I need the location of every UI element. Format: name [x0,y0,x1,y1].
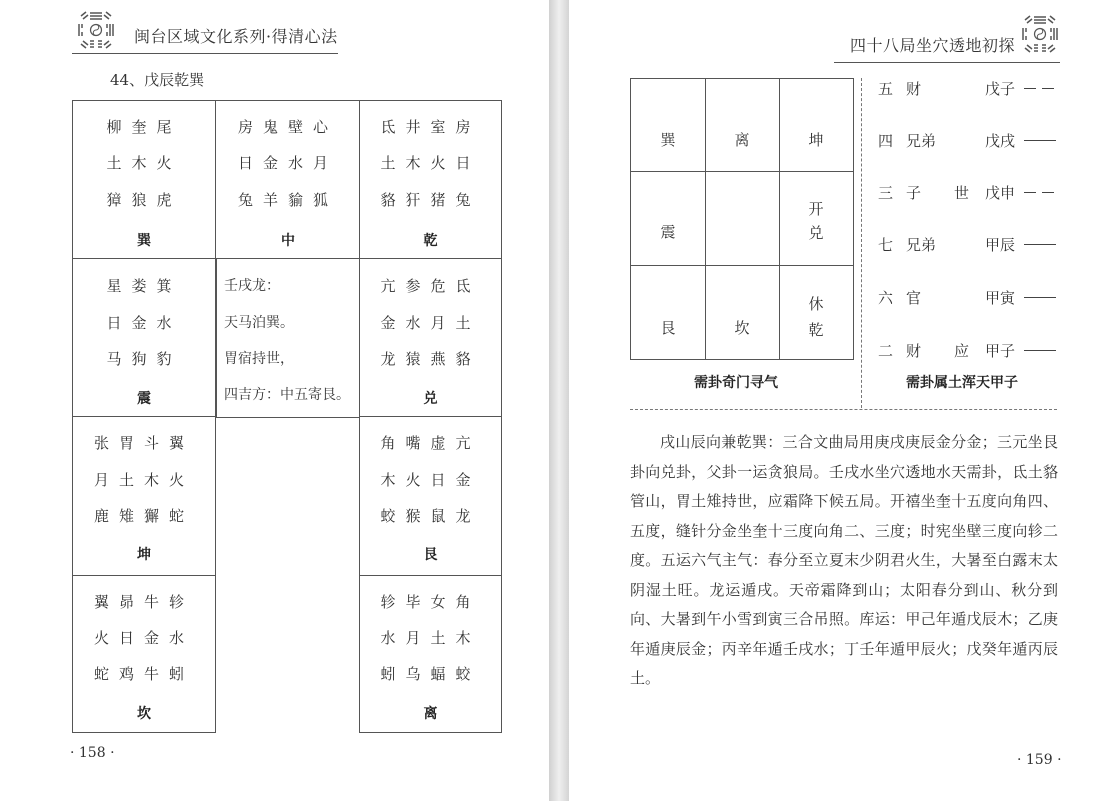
line-relation: 子 [906,184,922,202]
yang-line-icon [1024,297,1056,298]
qimen-cell: 巽 [660,131,676,149]
animals: 蛇鸡牛蚓 [93,665,194,683]
star-names: 柳奎尾 [106,118,182,136]
line-number: 三 [878,184,894,202]
line-branch: 甲子 [985,342,1016,360]
hexagram-line [878,234,1060,254]
cell-qian [359,100,502,258]
grid-divider [631,265,853,266]
trigram-label: 兑 [423,391,438,407]
animals: 蛟猴鼠龙 [380,507,481,525]
left-header-title: 闽台区域文化系列·得清心法 [134,27,338,46]
line-branch: 戊戌 [985,132,1016,150]
cell-kun [72,416,216,575]
left-header-rule [72,53,338,54]
hexagram-line [878,78,1060,98]
star-names: 氐井室房 [380,118,481,136]
qimen-caption: 需卦奇门寻气 [694,375,778,391]
animals: 鹿雉獬蛇 [93,507,194,525]
elements: 水月土木 [380,629,481,647]
bagua-logo-icon [1018,12,1062,56]
hexagram-line [878,182,1060,202]
star-names: 张胃斗翼 [93,434,194,452]
page-number-right: · 159 · [1017,752,1062,768]
elements: 土木火日 [380,154,481,172]
cell-zhong [216,100,360,258]
elements: 土木火 [106,154,182,172]
right-header-title: 四十八局坐穴透地初探 [850,36,1016,55]
middle-right-border [216,258,217,418]
line-relation: 财 [906,80,922,98]
line-branch: 戊申 [985,184,1016,202]
line-number: 四 [878,132,894,150]
star-names: 亢参危氐 [380,277,481,295]
right-header-rule [834,62,1060,63]
star-names: 星娄箕 [106,277,182,295]
yin-line-icon [1042,192,1054,193]
star-names: 角嘴虚亢 [380,434,481,452]
hexagram-line [878,130,1060,150]
yang-line-icon [1024,350,1056,351]
page-number-left: · 158 · [70,745,115,761]
yang-line-icon [1024,140,1056,141]
horizontal-divider [630,409,1057,410]
hexagram-line [878,287,1060,307]
star-names: 轸毕女角 [380,593,481,611]
line-relation: 兄弟 [906,236,937,254]
line-relation: 财 [906,342,922,360]
cell-xun [72,100,216,258]
animals: 貉犴猪兔 [380,191,481,209]
animals: 獐狼虎 [106,191,182,209]
animals: 龙猿燕貉 [380,350,481,368]
qimen-cell: 坤 [808,131,824,149]
trigram-label: 乾 [423,233,438,249]
bagua-logo-icon [74,8,118,52]
animals: 马狗豹 [106,350,182,368]
qimen-cell: 坎 [734,319,750,337]
line-branch: 戊子 [985,80,1016,98]
animals: 兔羊貐狐 [237,191,338,209]
cell-gen [359,416,502,575]
qimen-cell: 震 [660,223,676,241]
line-mark: 应 [954,342,970,360]
hexagram-line [878,340,1060,360]
trigram-label: 中 [281,233,295,249]
line-number: 六 [878,289,894,307]
yang-line-icon [1024,244,1056,245]
section-title: 44、戊辰乾巽 [110,71,205,89]
qimen-grid [630,78,854,360]
note-line: 壬戌龙： [224,278,280,294]
cell-zhen [72,258,216,416]
trigram-label: 坎 [137,706,151,722]
hexagram-caption: 需卦属土浑天甲子 [906,375,1018,391]
star-names: 翼昴牛轸 [93,593,194,611]
cell-li [359,575,502,733]
cell-dui [359,258,502,416]
line-relation: 官 [906,289,922,307]
line-number: 五 [878,80,894,98]
elements: 日金水月 [237,154,338,172]
grid-divider [631,171,853,172]
yin-line-icon [1024,192,1036,193]
star-names: 房鬼壁心 [237,118,338,136]
vertical-divider [861,78,862,408]
trigram-label: 震 [137,391,151,407]
elements: 金水月土 [380,314,481,332]
trigram-label: 坤 [137,547,151,563]
qimen-cell: 休 乾 [808,295,824,339]
trigram-label: 离 [423,706,438,722]
trigram-label: 巽 [137,233,151,249]
body-paragraph: 戌山辰向兼乾巽：三合文曲局用庚戌庚辰金分金；三元坐艮卦向兑卦，父卦一运贪狼局。壬戌水坐穴透地水天需卦，氐土貉管山，胃土雉持世，应霜降下候五局。开禧坐奎十五度向角四、五度，缝针分金坐奎十三度向角二、三度；时宪坐壁三度向轸二度。五运六气主气：春分至立夏末少阴君火生，大暑至白露末太阴湿土旺。龙运遁戌。天帝霜降到山；太阳春分到山、秋分到向、大暑到午小雪到寅三合吊照。库运：甲己年遁戊辰木；乙庚年遁庚辰金；丙辛年遁壬戌水；丁壬年遁甲辰火；戊癸年遁丙辰土。 [630,433,1058,687]
yin-line-icon [1042,88,1054,89]
line-branch: 甲辰 [985,236,1016,254]
note-line: 天马泊巽。 [224,315,294,331]
yin-line-icon [1024,88,1036,89]
line-branch: 甲寅 [985,289,1016,307]
elements: 月土木火 [93,471,194,489]
line-mark: 世 [954,184,970,202]
animals: 蚓乌蝠蛟 [380,665,481,683]
line-number: 二 [878,342,894,360]
qimen-cell: 开 兑 [808,200,824,242]
note-line: 胃宿持世， [224,351,294,367]
qimen-cell: 离 [734,131,750,149]
line-number: 七 [878,236,894,254]
cell-kan [72,575,216,733]
line-relation: 兄弟 [906,132,937,150]
trigram-label: 艮 [423,547,438,563]
elements: 木火日金 [380,471,481,489]
elements: 火日金水 [93,629,194,647]
elements: 日金水 [106,314,182,332]
book-gutter [549,0,569,801]
qimen-cell: 艮 [660,319,676,337]
note-line: 四吉方：中五寄艮。 [224,387,350,403]
